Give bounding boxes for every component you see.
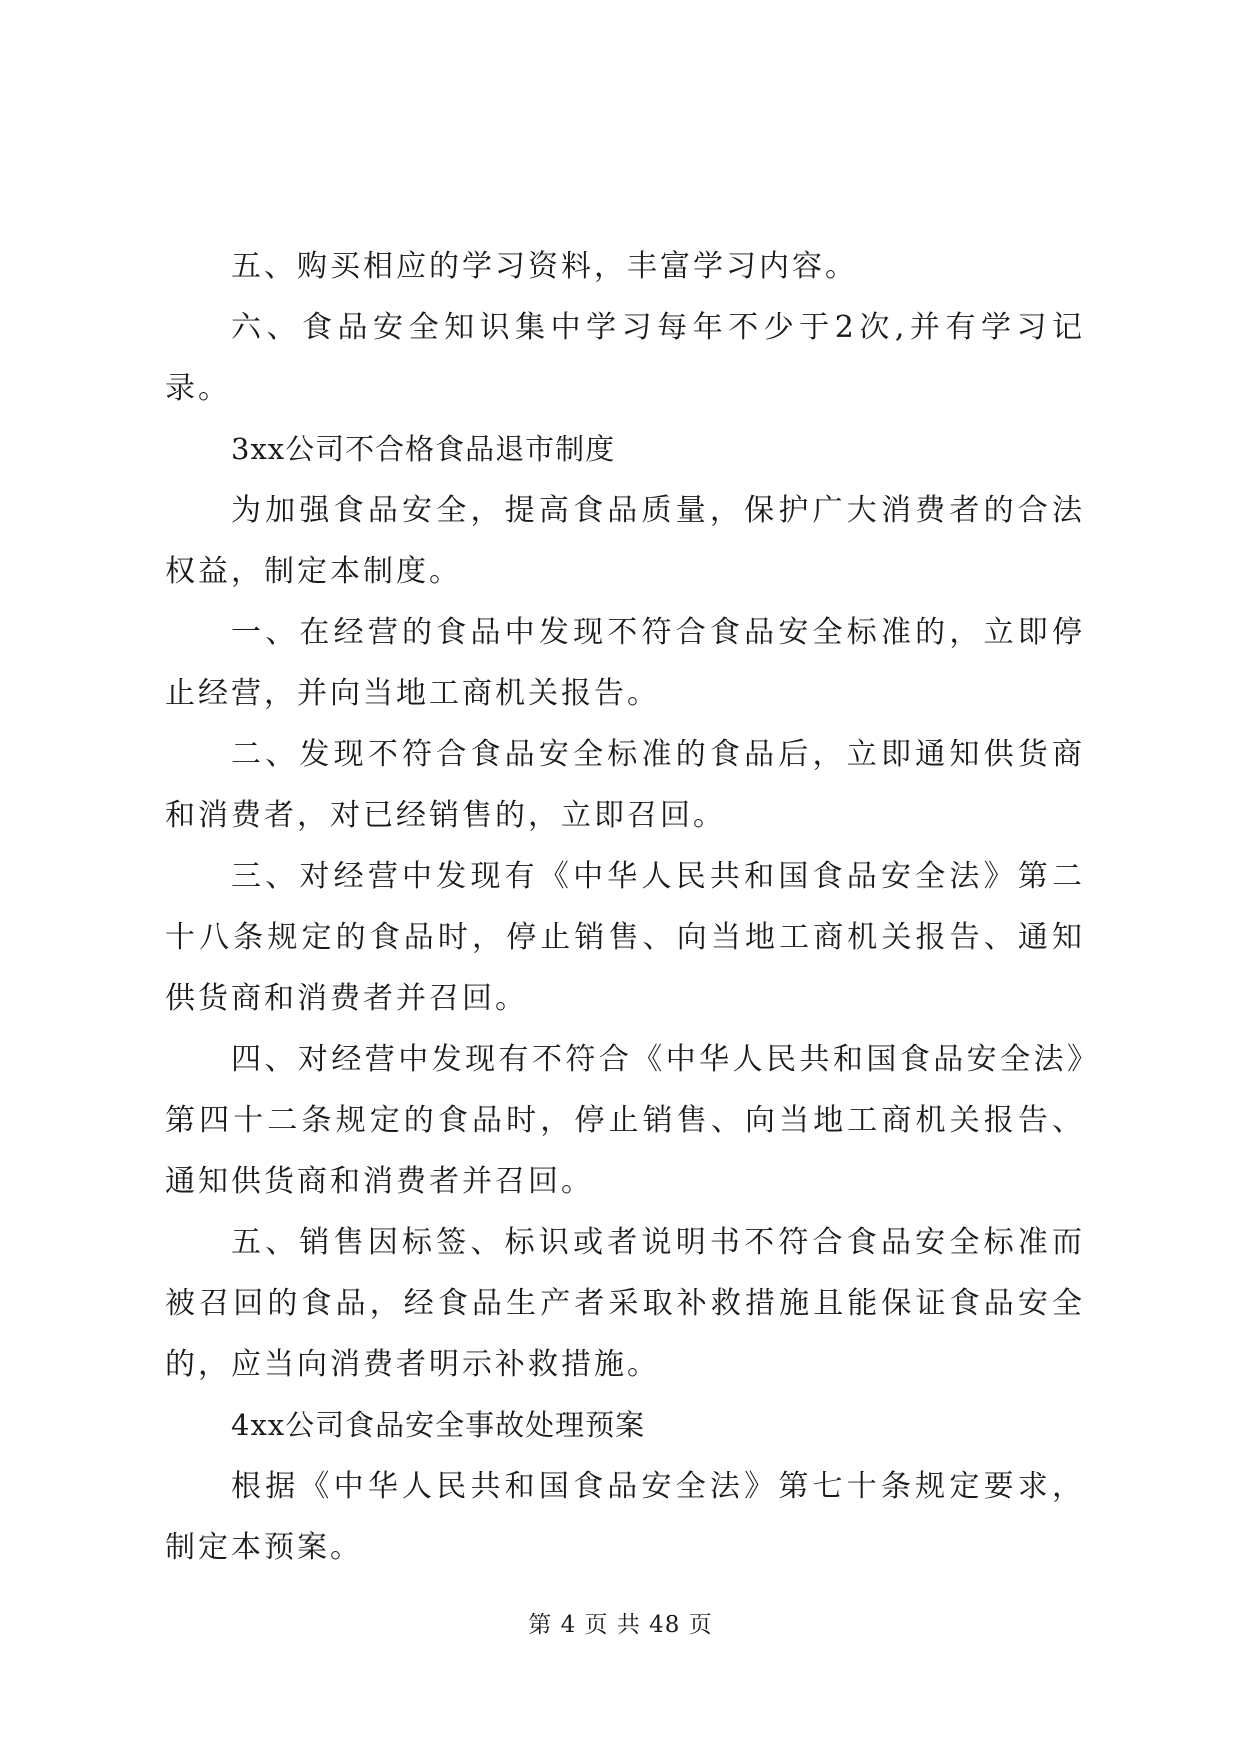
paragraph-rule-1: 一、在经营的食品中发现不符合食品安全标准的，立即停止经营，并向当地工商机关报告。 <box>165 615 1085 711</box>
page-number-footer: 第 4 页 共 48 页 <box>528 1612 713 1638</box>
paragraph-item-5: 五、购买相应的学习资料，丰富学习内容。 <box>231 249 858 284</box>
section-heading-3: 3xx公司不合格食品退市制度 <box>231 432 616 466</box>
paragraph-rule-3: 三、对经营中发现有《中华人民共和国食品安全法》第二十八条规定的食品时，停止销售、向当地工商机关报告、通知供货商和消费者并召回。 <box>165 859 1085 1016</box>
paragraph-rule-5: 五、销售因标签、标识或者说明书不符合食品安全标准而被召回的食品，经食品生产者采取补救措施且能保证食品安全的，应当向消费者明示补救措施。 <box>165 1225 1085 1382</box>
section-heading-4: 4xx公司食品安全事故处理预案 <box>231 1408 646 1442</box>
paragraph-rule-2: 二、发现不符合食品安全标准的食品后，立即通知供货商和消费者，对已经销售的，立即召回。 <box>165 737 1085 833</box>
paragraph-rule-4: 四、对经营中发现有不符合《中华人民共和国食品安全法》第四十二条规定的食品时，停止销售、向当地工商机关报告、通知供货商和消费者并召回。 <box>165 1042 1085 1199</box>
document-body <box>165 236 1085 1578</box>
paragraph-item-6: 六、食品安全知识集中学习每年不少于2次,并有学习记录。 <box>165 310 1085 406</box>
paragraph-intro: 为加强食品安全，提高食品质量，保护广大消费者的合法权益，制定本制度。 <box>165 493 1085 589</box>
paragraph-basis: 根据《中华人民共和国食品安全法》第七十条规定要求，制定本预案。 <box>165 1469 1085 1565</box>
